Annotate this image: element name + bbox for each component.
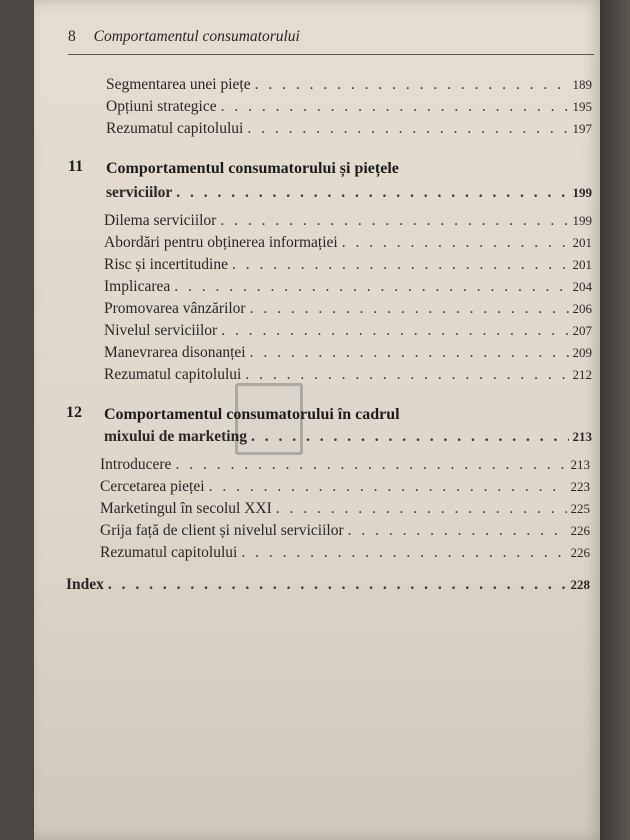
toc-entry-label: Segmentarea unei piețe bbox=[106, 76, 251, 93]
chapter-11-title-line2 bbox=[106, 184, 592, 202]
header-rule bbox=[68, 54, 594, 55]
toc-entry-page: 201 bbox=[572, 235, 592, 250]
leader-dots bbox=[251, 428, 569, 446]
leader-dots bbox=[250, 300, 569, 318]
chapter-title-line2: serviciilor bbox=[106, 184, 173, 201]
toc-entry-label: Manevrarea disonanței bbox=[104, 344, 246, 361]
toc-entry-label: Dilema serviciilor bbox=[104, 212, 217, 229]
toc-entry bbox=[100, 456, 590, 474]
leader-dots bbox=[220, 212, 568, 230]
page-edge-shadow bbox=[600, 0, 630, 840]
toc-entry-label: Introducere bbox=[100, 456, 172, 473]
chapter-number: 12 bbox=[66, 404, 82, 421]
running-header bbox=[68, 28, 590, 46]
toc-entry-page: 204 bbox=[572, 279, 592, 294]
index-entry bbox=[66, 576, 590, 594]
toc-entry-label: Rezumatul capitolului bbox=[106, 120, 244, 137]
leader-dots bbox=[108, 576, 567, 594]
toc-entry bbox=[106, 98, 592, 116]
toc-entry bbox=[104, 278, 592, 296]
chapter-title-line1: Comportamentul consumatorului și piețele bbox=[106, 160, 399, 177]
toc-entry-label: Rezumatul capitolului bbox=[100, 544, 238, 561]
header-title: Comportamentul consumatorului bbox=[93, 28, 300, 45]
toc-entry-page: 199 bbox=[572, 213, 592, 228]
chapter-title-line1: Comportamentul consumatorului în cadrul bbox=[104, 406, 400, 423]
index-label: Index bbox=[66, 576, 104, 593]
leader-dots bbox=[174, 278, 568, 296]
chapter-title bbox=[104, 404, 524, 426]
toc-entry-page: 209 bbox=[572, 345, 592, 360]
toc-entry-page: 212 bbox=[572, 367, 592, 382]
toc-entry bbox=[100, 544, 590, 562]
toc-entry-page: 207 bbox=[572, 323, 592, 338]
toc-entry-label: Rezumatul capitolului bbox=[104, 366, 242, 383]
leader-dots bbox=[221, 322, 568, 340]
toc-entry-label: Cercetarea pieței bbox=[100, 478, 205, 495]
leader-dots bbox=[175, 456, 566, 474]
toc-entry bbox=[104, 344, 592, 362]
toc-entry-page: 206 bbox=[572, 301, 592, 316]
chapter-page: 213 bbox=[572, 429, 592, 444]
leader-dots bbox=[176, 184, 568, 202]
toc-entry-label: Promovarea vânzărilor bbox=[104, 300, 246, 317]
toc-entry bbox=[100, 522, 590, 540]
toc-entry bbox=[104, 366, 592, 384]
toc-entry bbox=[104, 322, 592, 340]
toc-entry-page: 226 bbox=[570, 545, 590, 560]
toc-entry bbox=[104, 212, 592, 230]
chapter-title bbox=[106, 158, 526, 180]
toc-entry-page: 197 bbox=[572, 121, 592, 136]
leader-dots bbox=[245, 366, 568, 384]
leader-dots bbox=[255, 76, 569, 94]
toc-entry-label: Opțiuni strategice bbox=[106, 98, 217, 115]
toc-entry bbox=[100, 500, 590, 518]
toc-entry bbox=[104, 300, 592, 318]
leader-dots bbox=[241, 544, 566, 562]
header-page-number: 8 bbox=[68, 28, 76, 45]
chapter-12-heading bbox=[66, 404, 586, 428]
leader-dots bbox=[247, 120, 568, 138]
toc-entry bbox=[104, 234, 592, 252]
leader-dots bbox=[250, 344, 569, 362]
toc-entry-page: 195 bbox=[572, 99, 592, 114]
chapter-number: 11 bbox=[68, 158, 84, 175]
toc-entry-label: Marketingul în secolul XXI bbox=[100, 500, 272, 517]
chapter-page: 199 bbox=[572, 185, 592, 200]
toc-entry bbox=[106, 76, 592, 94]
toc-entry-label: Nivelul serviciilor bbox=[104, 322, 218, 339]
leader-dots bbox=[232, 256, 569, 274]
toc-entry-page: 223 bbox=[570, 479, 590, 494]
leader-dots bbox=[221, 98, 569, 116]
leader-dots bbox=[209, 478, 567, 496]
toc-entry-label: Abordări pentru obținerea informației bbox=[104, 234, 338, 251]
chapter-12-title-line2 bbox=[104, 428, 592, 446]
index-page: 228 bbox=[570, 577, 590, 592]
toc-entry-label: Risc și incertitudine bbox=[104, 256, 228, 273]
toc-entry-label: Implicarea bbox=[104, 278, 171, 295]
toc-entry-page: 226 bbox=[570, 523, 590, 538]
toc-entry-page: 201 bbox=[572, 257, 592, 272]
toc-entry-page: 213 bbox=[570, 457, 590, 472]
toc-entry bbox=[106, 120, 592, 138]
leader-dots bbox=[342, 234, 569, 252]
toc-entry-label: Grija față de client și nivelul serviciilor bbox=[100, 522, 344, 539]
toc-entry-page: 225 bbox=[570, 501, 590, 516]
chapter-title-line2: mixului de marketing bbox=[104, 428, 247, 445]
leader-dots bbox=[348, 522, 567, 540]
toc-entry-page: 189 bbox=[572, 77, 592, 92]
toc-entry bbox=[100, 478, 590, 496]
leader-dots bbox=[276, 500, 567, 518]
toc-entry bbox=[104, 256, 592, 274]
